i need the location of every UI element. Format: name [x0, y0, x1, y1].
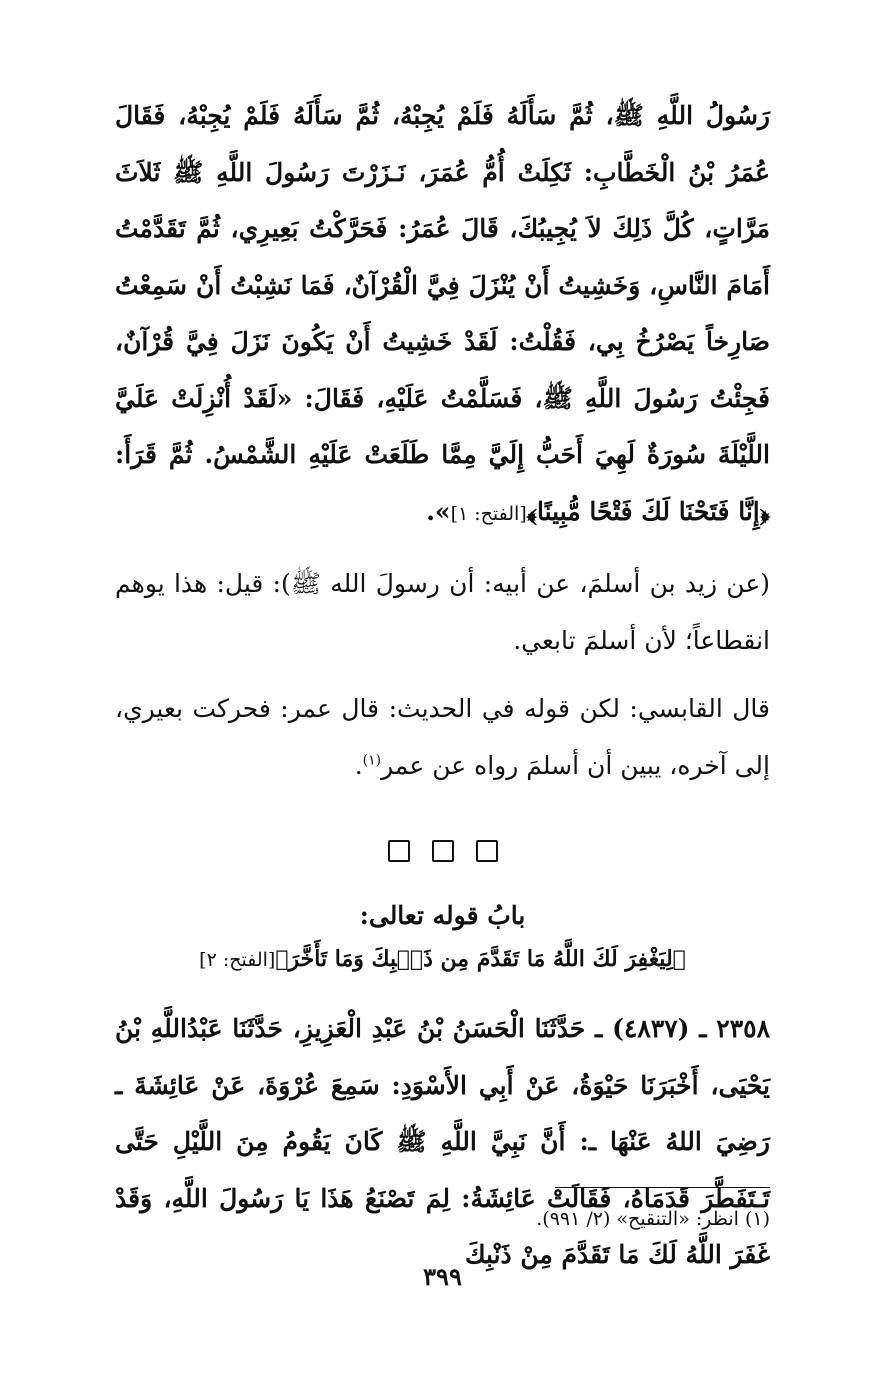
- top-hadith-text: رَسُولُ اللَّهِ ﷺ، ثُمَّ سَأَلَهُ فَلَمْ يُجِبْهُ، ثُمَّ سَأَلَهُ فَلَمْ يُجِبْهُ، فَقَالَ عُمَرُ بْنُ الْخَطَّابِ: ثَكِلَتْ أُمُّ عُمَرَ، نَـزَرْتَ رَسُولَ اللَّهِ ﷺ ثَلاَثَ مَرَّاتٍ، كُلَّ ذَلِكَ لاَ يُجِيبُكَ، قَالَ عُمَرُ: فَحَرَّكْتُ بَعِيرِي، ثُمَّ تَقَدَّمْتُ أَمَامَ النَّاسِ، وَخَشِيتُ أَنْ يُنْزَلَ فِيَّ الْقُرْآنٌ، فَمَا نَشِبْتُ أَنْ سَمِعْتُ صَارِخاً يَصْرُخُ بِي، فَقُلْتُ: لَقَدْ خَشِيتُ أَنْ يَكُونَ نَزَلَ فِيَّ قُرْآنٌ، فَجِئْتُ رَسُولَ اللَّهِ ﷺ، فَسَلَّمْتُ عَلَيْهِ، فَقَالَ: «لَقَدْ أُنْزِلَتْ عَلَيَّ اللَّيْلَةَ سُورَةٌ لَهِيَ أَحَبُّ إِلَيَّ مِمَّا طَلَعَتْ عَلَيْهِ الشَّمْسُ. ثُمَّ قَرَأَ:: [115, 101, 770, 469]
- footnote-divider: [555, 1187, 770, 1188]
- commentary-paragraph-1: (عن زيد بن أسلمَ، عن أبيه: أن رسولَ الله ﷺ): قيل: هذا يوهم انقطاعاً؛ لأن أسلمَ تابعي.: [115, 569, 770, 655]
- chapter-verse-ref: [الفتح: ٢]: [199, 949, 276, 971]
- top-hadith-closing: ».: [426, 496, 451, 526]
- top-hadith-paragraph: [115, 88, 770, 542]
- page-body: [115, 88, 770, 1284]
- section-separator: [115, 840, 770, 864]
- main-hadith-paragraph: ٢٣٥٨ ـ (٤٨٣٧) ـ حَدَّثَنَا الْحَسَنُ بْنُ عَبْدِ الْعَزِيزِ، حَدَّثَنَا عَبْدُاللَّهِ بْنُ يَحْيَى، أَخْبَرَنَا حَيْوَةُ، عَنْ أَبِي الأَسْوَدِ: سَمِعَ عُرْوَةَ، عَنْ عَائِشَةَ ـ رَضِيَ اللهُ عَنْهَا ـ: أَنَّ نَبِيَّ اللَّهِ ﷺ كَانَ يَقُومُ مِنَ اللَّيْلِ حَتَّى تَـتَفَطَّرَ قَدَمَاهُ، فَقَالَتْ عَائِشَةُ: لِمَ تَصْنَعُ هَذَا يَا رَسُولَ اللَّهِ، وَقَدْ غَفَرَ اللَّهُ لَكَ مَا تَقَدَّمَ مِنْ ذَنْبِكَ: [115, 1014, 771, 1269]
- footnote: (١) انظر: «التنقيح» (٢/ ٩٩١).: [536, 1208, 770, 1230]
- chapter-verse: [115, 936, 770, 983]
- separator-square-icon: [388, 840, 410, 862]
- chapter-title: بابُ قوله تعالى:: [359, 901, 526, 930]
- page-number: ٣٩٩: [423, 1262, 462, 1291]
- commentary-2-end: .: [354, 750, 363, 780]
- commentary-2-text: قال القابسي: لكن قوله في الحديث: قال عمر: فحركت بعيري، إلى آخره، يبين أن أسلمَ رواه عن عمر: [115, 694, 770, 780]
- quran-ref-fath-1: [الفتح: ١]: [450, 502, 527, 525]
- separator-square-icon: [432, 840, 454, 862]
- chapter-verse-text: ﴿لِيَغْفِرَ لَكَ اللَّهُ مَا تَقَدَّمَ مِن ذَنۢبِكَ وَمَا تَأَخَّرَ﴾: [275, 946, 686, 972]
- quran-verse-fath-1: ﴿إِنَّا فَتَحْنَا لَكَ فَتْحًا مُّبِينًا﴾: [526, 496, 770, 526]
- footnote-marker: (١): [362, 752, 382, 769]
- commentary-paragraph-2: [115, 681, 770, 794]
- separator-square-icon: [476, 840, 498, 862]
